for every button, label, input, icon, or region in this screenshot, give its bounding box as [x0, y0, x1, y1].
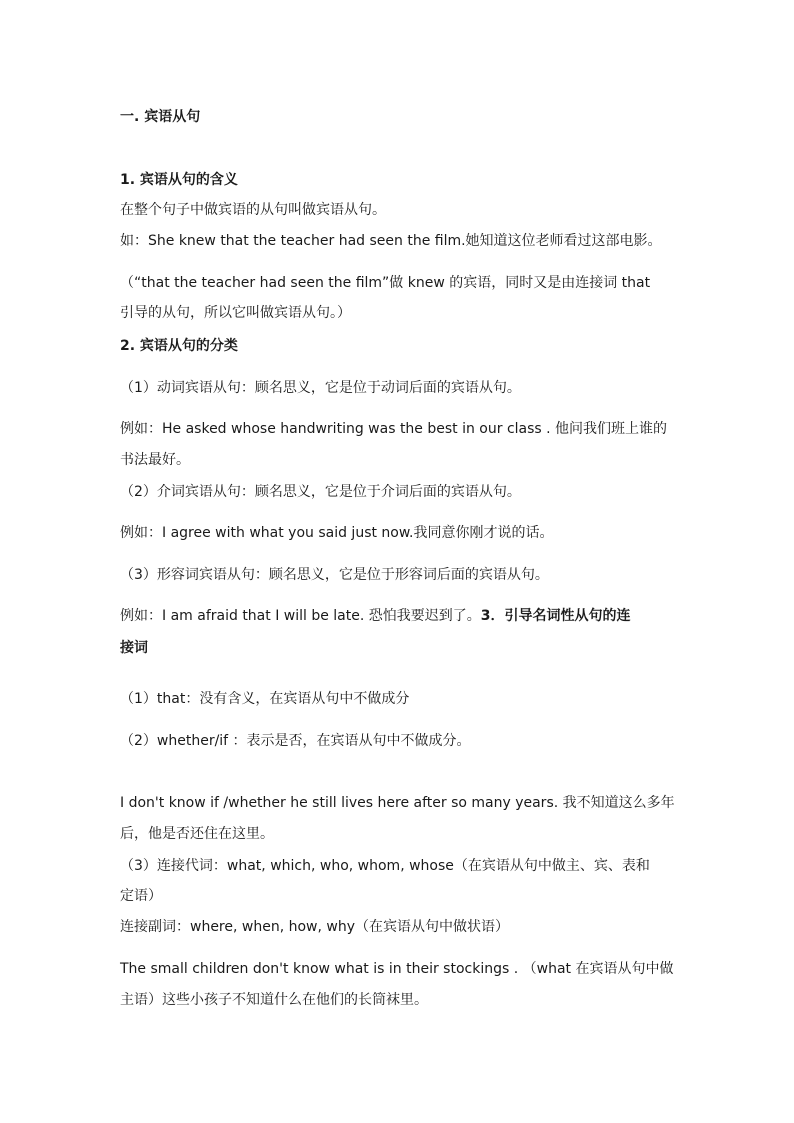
list-item-2: （2）whether/if ：表示是否，在宾语从句中不做成分。: [120, 733, 471, 749]
category-3: （3）形容词宾语从句：顾名思义，它是位于形容词后面的宾语从句。: [120, 567, 549, 583]
heading-2: 2. 宾语从句的分类: [120, 338, 238, 354]
example-3-line: [120, 606, 680, 626]
example-4-line-2: 后，他是否还住在这里。: [120, 826, 274, 842]
list-item-1: （1）that：没有含义，在宾语从句中不做成分: [120, 691, 410, 707]
paragraph-note-line-2: 引导的从句，所以它叫做宾语从句。）: [120, 305, 351, 321]
paragraph-definition: 在整个句子中做宾语的从句叫做宾语从句。: [120, 202, 386, 218]
paragraph-example: 如：She knew that the teacher had seen the film.她知道这位老师看过这部电影。: [120, 233, 662, 249]
category-1: （1）动词宾语从句：顾名思义，它是位于动词后面的宾语从句。: [120, 380, 521, 396]
list-item-3-line-1: （3）连接代词：what, which, who, whom, whose（在宾语从句中做主、宾、表和: [120, 858, 650, 874]
example-1-line-2: 书法最好。: [120, 452, 190, 468]
heading-3-part-2: 接词: [120, 640, 148, 656]
example-3-text: 例如：I am afraid that I will be late. 恐怕我要迟到了。: [120, 608, 481, 624]
paragraph-note-line-1: （“that the teacher had seen the film”做 knew 的宾语，同时又是由连接词 that: [120, 275, 651, 291]
example-4-line-1: I don't know if /whether he still lives here after so many years. 我不知道这么多年: [120, 795, 675, 811]
list-item-3-line-2: 定语）: [120, 888, 162, 904]
example-2: 例如：I agree with what you said just now.我同意你刚才说的话。: [120, 525, 554, 541]
example-5-line-2: 主语）这些小孩子不知道什么在他们的长筒袜里。: [120, 992, 428, 1008]
heading-3-part-1: 3．引导名词性从句的连: [480, 608, 631, 624]
heading-1: 1. 宾语从句的含义: [120, 172, 238, 188]
section-title: 一. 宾语从句: [120, 109, 201, 125]
list-item-4: 连接副词：where, when, how, why（在宾语从句中做状语）: [120, 919, 510, 935]
example-5-line-1: The small children don't know what is in their stockings . （what 在宾语从句中做: [120, 961, 674, 977]
example-1-line-1: 例如：He asked whose handwriting was the best in our class . 他问我们班上谁的: [120, 421, 668, 437]
category-2: （2）介词宾语从句：顾名思义，它是位于介词后面的宾语从句。: [120, 484, 521, 500]
